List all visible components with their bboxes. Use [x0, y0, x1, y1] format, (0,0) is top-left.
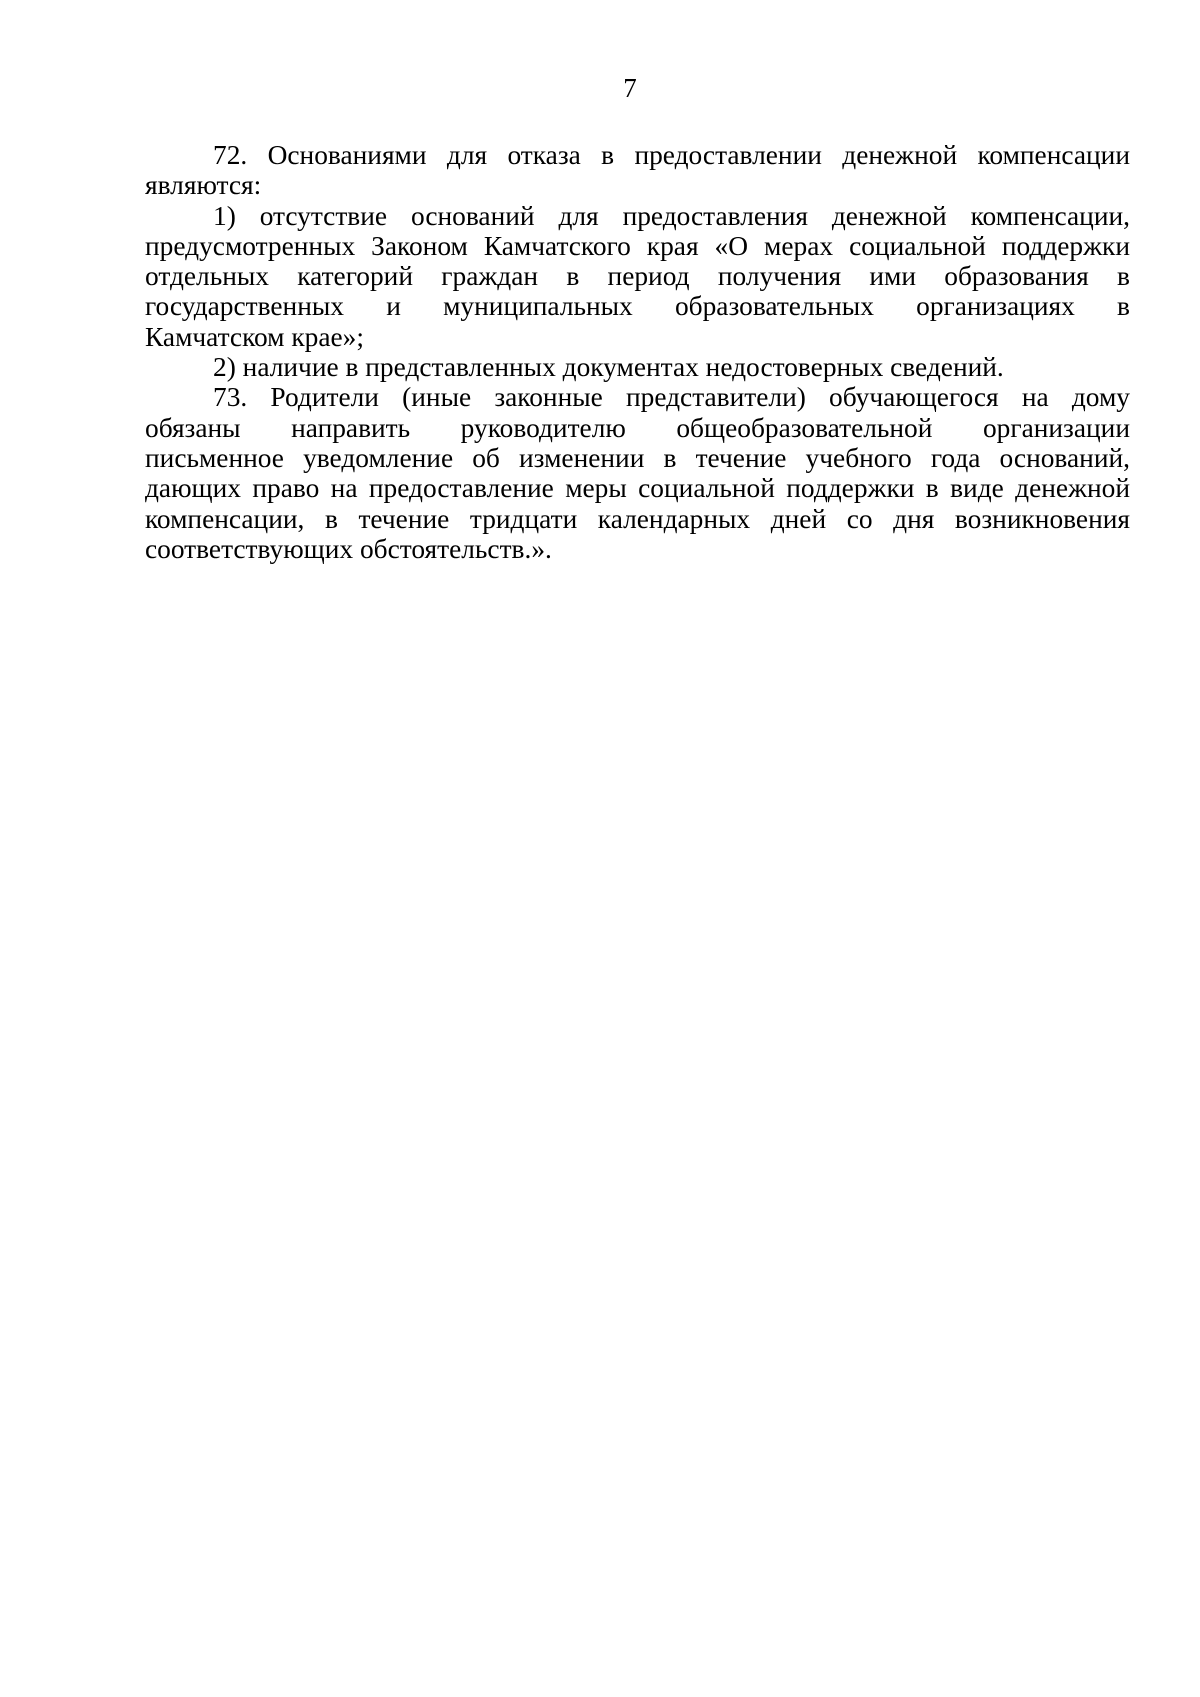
- text-line: компенсации, в течение тридцати календарных дней со дня возникновения: [145, 503, 1130, 534]
- document-body: [145, 140, 1130, 564]
- text-line: государственных и муниципальных образовательных организациях в: [145, 291, 1130, 322]
- text-line: 73. Родители (иные законные представители) обучающегося на дому: [213, 382, 1130, 413]
- list-item-2: [145, 352, 1130, 382]
- text-line: соответствующих обстоятельств.».: [145, 533, 552, 564]
- list-item-1: [145, 201, 1130, 352]
- text-line: обязаны направить руководителю общеобразовательной организации: [145, 412, 1130, 443]
- text-line: дающих право на предоставление меры социальной поддержки в виде денежной: [145, 473, 1130, 504]
- paragraph-73: [145, 382, 1130, 564]
- page-number: 7: [623, 73, 637, 103]
- paragraph-72: [145, 140, 1130, 201]
- text-line: письменное уведомление об изменении в течение учебного года оснований,: [145, 442, 1130, 473]
- text-line: предусмотренных Законом Камчатского края «О мерах социальной поддержки: [145, 230, 1130, 261]
- text-line: 72. Основаниями для отказа в предоставлении денежной компенсации: [213, 140, 1130, 170]
- text-line: Камчатском крае»;: [145, 321, 364, 352]
- text-line: являются:: [145, 170, 262, 201]
- text-line: отдельных категорий граждан в период получения ими образования в: [145, 261, 1130, 292]
- text-line: 2) наличие в представленных документах недостоверных сведений.: [213, 352, 1004, 383]
- text-line: 1) отсутствие оснований для предоставления денежной компенсации,: [213, 200, 1130, 231]
